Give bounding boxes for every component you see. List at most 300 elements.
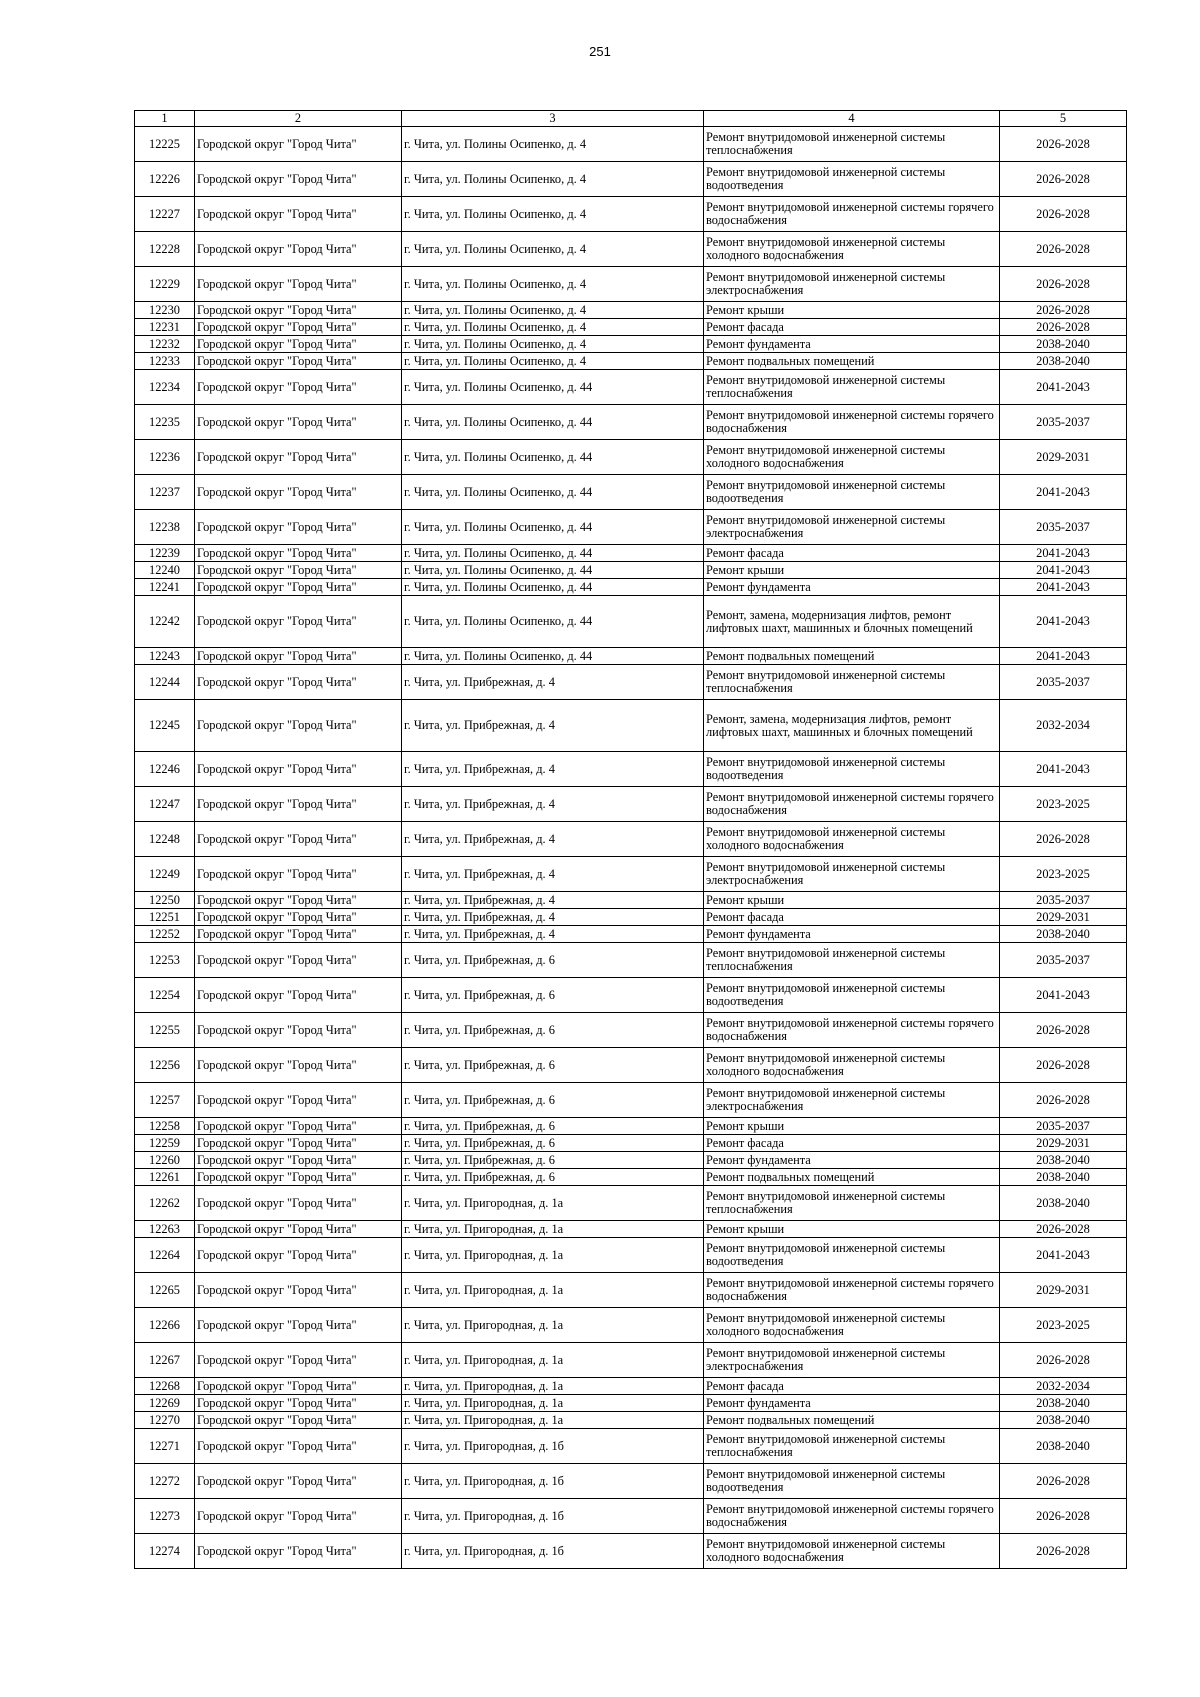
- address-cell: г. Чита, ул. Полины Осипенко, д. 44: [402, 370, 704, 405]
- period-cell: 2023-2025: [1000, 787, 1127, 822]
- work-type-cell: Ремонт внутридомовой инженерной системы холодного водоснабжения: [704, 1048, 1000, 1083]
- table-row: [135, 545, 1127, 562]
- row-number-cell: 12254: [135, 978, 195, 1013]
- table-row: [135, 1412, 1127, 1429]
- period-cell: 2041-2043: [1000, 752, 1127, 787]
- address-cell: г. Чита, ул. Прибрежная, д. 6: [402, 1135, 704, 1152]
- work-type-cell: Ремонт внутридомовой инженерной системы теплоснабжения: [704, 127, 1000, 162]
- work-type-cell: Ремонт фундамента: [704, 336, 1000, 353]
- municipality-cell: Городской округ "Город Чита": [195, 197, 402, 232]
- address-cell: г. Чита, ул. Прибрежная, д. 4: [402, 926, 704, 943]
- municipality-cell: Городской округ "Город Чита": [195, 545, 402, 562]
- table-row: [135, 319, 1127, 336]
- work-type-cell: Ремонт внутридомовой инженерной системы холодного водоснабжения: [704, 1534, 1000, 1569]
- period-cell: 2023-2025: [1000, 1308, 1127, 1343]
- period-cell: 2038-2040: [1000, 353, 1127, 370]
- period-cell: 2026-2028: [1000, 302, 1127, 319]
- municipality-cell: Городской округ "Город Чита": [195, 1499, 402, 1534]
- work-type-cell: Ремонт внутридомовой инженерной системы теплоснабжения: [704, 665, 1000, 700]
- period-cell: 2038-2040: [1000, 1152, 1127, 1169]
- period-cell: 2041-2043: [1000, 596, 1127, 648]
- row-number-cell: 12245: [135, 700, 195, 752]
- row-number-cell: 12274: [135, 1534, 195, 1569]
- period-cell: 2041-2043: [1000, 978, 1127, 1013]
- period-cell: 2038-2040: [1000, 1186, 1127, 1221]
- row-number-cell: 12257: [135, 1083, 195, 1118]
- period-cell: 2035-2037: [1000, 892, 1127, 909]
- work-type-cell: Ремонт фасада: [704, 545, 1000, 562]
- period-cell: 2026-2028: [1000, 1464, 1127, 1499]
- work-type-cell: Ремонт внутридомовой инженерной системы холодного водоснабжения: [704, 232, 1000, 267]
- work-type-cell: Ремонт внутридомовой инженерной системы электроснабжения: [704, 1083, 1000, 1118]
- table-row: [135, 857, 1127, 892]
- table-row: [135, 822, 1127, 857]
- row-number-cell: 12258: [135, 1118, 195, 1135]
- municipality-cell: Городской округ "Город Чита": [195, 1238, 402, 1273]
- period-cell: 2026-2028: [1000, 197, 1127, 232]
- table-row: [135, 1273, 1127, 1308]
- municipality-cell: Городской округ "Город Чита": [195, 1412, 402, 1429]
- work-type-cell: Ремонт фундамента: [704, 926, 1000, 943]
- municipality-cell: Городской округ "Город Чита": [195, 857, 402, 892]
- work-type-cell: Ремонт подвальных помещений: [704, 648, 1000, 665]
- table-row: [135, 943, 1127, 978]
- table-row: [135, 648, 1127, 665]
- address-cell: г. Чита, ул. Полины Осипенко, д. 44: [402, 475, 704, 510]
- table-row: [135, 562, 1127, 579]
- address-cell: г. Чита, ул. Полины Осипенко, д. 4: [402, 319, 704, 336]
- period-cell: 2026-2028: [1000, 822, 1127, 857]
- work-type-cell: Ремонт внутридомовой инженерной системы горячего водоснабжения: [704, 1499, 1000, 1534]
- row-number-cell: 12231: [135, 319, 195, 336]
- address-cell: г. Чита, ул. Прибрежная, д. 4: [402, 892, 704, 909]
- municipality-cell: Городской округ "Город Чита": [195, 232, 402, 267]
- table-row: [135, 1238, 1127, 1273]
- row-number-cell: 12242: [135, 596, 195, 648]
- address-cell: г. Чита, ул. Полины Осипенко, д. 44: [402, 510, 704, 545]
- work-type-cell: Ремонт фасада: [704, 1378, 1000, 1395]
- period-cell: 2029-2031: [1000, 440, 1127, 475]
- municipality-cell: Городской округ "Город Чита": [195, 1534, 402, 1569]
- row-number-cell: 12260: [135, 1152, 195, 1169]
- work-type-cell: Ремонт внутридомовой инженерной системы электроснабжения: [704, 510, 1000, 545]
- address-cell: г. Чита, ул. Прибрежная, д. 4: [402, 857, 704, 892]
- row-number-cell: 12271: [135, 1429, 195, 1464]
- municipality-cell: Городской округ "Город Чита": [195, 1169, 402, 1186]
- period-cell: 2026-2028: [1000, 232, 1127, 267]
- row-number-cell: 12226: [135, 162, 195, 197]
- municipality-cell: Городской округ "Город Чита": [195, 926, 402, 943]
- table-row: [135, 752, 1127, 787]
- period-cell: 2026-2028: [1000, 319, 1127, 336]
- work-type-cell: Ремонт фасада: [704, 909, 1000, 926]
- address-cell: г. Чита, ул. Пригородная, д. 1а: [402, 1186, 704, 1221]
- municipality-cell: Городской округ "Город Чита": [195, 1395, 402, 1412]
- work-type-cell: Ремонт внутридомовой инженерной системы водоотведения: [704, 1238, 1000, 1273]
- table-row: [135, 1118, 1127, 1135]
- table-row: [135, 665, 1127, 700]
- address-cell: г. Чита, ул. Полины Осипенко, д. 4: [402, 127, 704, 162]
- table-row: [135, 267, 1127, 302]
- address-cell: г. Чита, ул. Прибрежная, д. 6: [402, 1013, 704, 1048]
- municipality-cell: Городской округ "Город Чита": [195, 648, 402, 665]
- address-cell: г. Чита, ул. Пригородная, д. 1б: [402, 1499, 704, 1534]
- row-number-cell: 12241: [135, 579, 195, 596]
- row-number-cell: 12255: [135, 1013, 195, 1048]
- table-row: [135, 700, 1127, 752]
- municipality-cell: Городской округ "Город Чита": [195, 370, 402, 405]
- municipality-cell: Городской округ "Город Чита": [195, 1083, 402, 1118]
- work-type-cell: Ремонт внутридомовой инженерной системы горячего водоснабжения: [704, 787, 1000, 822]
- table-row: [135, 978, 1127, 1013]
- table-row: [135, 440, 1127, 475]
- municipality-cell: Городской округ "Город Чита": [195, 579, 402, 596]
- page-number: 251: [589, 44, 611, 59]
- table-body: [135, 127, 1127, 1569]
- work-type-cell: Ремонт внутридомовой инженерной системы холодного водоснабжения: [704, 1308, 1000, 1343]
- table-row: [135, 127, 1127, 162]
- table-row: [135, 1013, 1127, 1048]
- municipality-cell: Городской округ "Город Чита": [195, 405, 402, 440]
- table-row: [135, 232, 1127, 267]
- table-row: [135, 596, 1127, 648]
- column-header-4: 4: [704, 111, 1000, 127]
- row-number-cell: 12272: [135, 1464, 195, 1499]
- address-cell: г. Чита, ул. Прибрежная, д. 6: [402, 978, 704, 1013]
- address-cell: г. Чита, ул. Пригородная, д. 1а: [402, 1273, 704, 1308]
- row-number-cell: 12246: [135, 752, 195, 787]
- address-cell: г. Чита, ул. Прибрежная, д. 4: [402, 822, 704, 857]
- table-header: [135, 111, 1127, 127]
- row-number-cell: 12273: [135, 1499, 195, 1534]
- table-row: [135, 926, 1127, 943]
- period-cell: 2026-2028: [1000, 267, 1127, 302]
- work-type-cell: Ремонт подвальных помещений: [704, 1412, 1000, 1429]
- work-type-cell: Ремонт крыши: [704, 892, 1000, 909]
- work-type-cell: Ремонт внутридомовой инженерной системы горячего водоснабжения: [704, 405, 1000, 440]
- table-row: [135, 370, 1127, 405]
- table-row: [135, 1429, 1127, 1464]
- table-row: [135, 510, 1127, 545]
- work-type-cell: Ремонт фундамента: [704, 1395, 1000, 1412]
- address-cell: г. Чита, ул. Прибрежная, д. 6: [402, 1083, 704, 1118]
- period-cell: 2035-2037: [1000, 405, 1127, 440]
- address-cell: г. Чита, ул. Прибрежная, д. 4: [402, 665, 704, 700]
- municipality-cell: Городской округ "Город Чита": [195, 510, 402, 545]
- row-number-cell: 12233: [135, 353, 195, 370]
- column-header-5: 5: [1000, 111, 1127, 127]
- row-number-cell: 12252: [135, 926, 195, 943]
- address-cell: г. Чита, ул. Прибрежная, д. 4: [402, 700, 704, 752]
- address-cell: г. Чита, ул. Прибрежная, д. 6: [402, 943, 704, 978]
- table-row: [135, 787, 1127, 822]
- municipality-cell: Городской округ "Город Чита": [195, 562, 402, 579]
- address-cell: г. Чита, ул. Прибрежная, д. 4: [402, 909, 704, 926]
- row-number-cell: 12261: [135, 1169, 195, 1186]
- period-cell: 2038-2040: [1000, 1395, 1127, 1412]
- municipality-cell: Городской округ "Город Чита": [195, 787, 402, 822]
- repair-schedule-table: [134, 110, 1127, 1569]
- row-number-cell: 12269: [135, 1395, 195, 1412]
- address-cell: г. Чита, ул. Полины Осипенко, д. 44: [402, 405, 704, 440]
- row-number-cell: 12237: [135, 475, 195, 510]
- work-type-cell: Ремонт фундамента: [704, 1152, 1000, 1169]
- work-type-cell: Ремонт внутридомовой инженерной системы водоотведения: [704, 978, 1000, 1013]
- period-cell: 2026-2028: [1000, 162, 1127, 197]
- municipality-cell: Городской округ "Город Чита": [195, 1135, 402, 1152]
- row-number-cell: 12268: [135, 1378, 195, 1395]
- work-type-cell: Ремонт внутридомовой инженерной системы водоотведения: [704, 752, 1000, 787]
- address-cell: г. Чита, ул. Пригородная, д. 1а: [402, 1238, 704, 1273]
- municipality-cell: Городской округ "Город Чита": [195, 1308, 402, 1343]
- row-number-cell: 12249: [135, 857, 195, 892]
- municipality-cell: Городской округ "Город Чита": [195, 1378, 402, 1395]
- row-number-cell: 12225: [135, 127, 195, 162]
- work-type-cell: Ремонт крыши: [704, 1221, 1000, 1238]
- row-number-cell: 12235: [135, 405, 195, 440]
- column-header-3: 3: [402, 111, 704, 127]
- work-type-cell: Ремонт внутридомовой инженерной системы теплоснабжения: [704, 370, 1000, 405]
- municipality-cell: Городской округ "Город Чита": [195, 267, 402, 302]
- period-cell: 2032-2034: [1000, 700, 1127, 752]
- work-type-cell: Ремонт внутридомовой инженерной системы горячего водоснабжения: [704, 1013, 1000, 1048]
- municipality-cell: Городской округ "Город Чита": [195, 302, 402, 319]
- address-cell: г. Чита, ул. Полины Осипенко, д. 44: [402, 440, 704, 475]
- table-row: [135, 1343, 1127, 1378]
- municipality-cell: Городской округ "Город Чита": [195, 1118, 402, 1135]
- row-number-cell: 12248: [135, 822, 195, 857]
- table-row: [135, 1308, 1127, 1343]
- row-number-cell: 12240: [135, 562, 195, 579]
- work-type-cell: Ремонт, замена, модернизация лифтов, ремонт лифтовых шахт, машинных и блочных помещений: [704, 596, 1000, 648]
- row-number-cell: 12262: [135, 1186, 195, 1221]
- row-number-cell: 12234: [135, 370, 195, 405]
- municipality-cell: Городской округ "Город Чита": [195, 1273, 402, 1308]
- row-number-cell: 12244: [135, 665, 195, 700]
- work-type-cell: Ремонт внутридомовой инженерной системы холодного водоснабжения: [704, 440, 1000, 475]
- work-type-cell: Ремонт фасада: [704, 319, 1000, 336]
- period-cell: 2026-2028: [1000, 1499, 1127, 1534]
- period-cell: 2035-2037: [1000, 510, 1127, 545]
- address-cell: г. Чита, ул. Полины Осипенко, д. 44: [402, 545, 704, 562]
- row-number-cell: 12227: [135, 197, 195, 232]
- municipality-cell: Городской округ "Город Чита": [195, 1429, 402, 1464]
- municipality-cell: Городской округ "Город Чита": [195, 943, 402, 978]
- work-type-cell: Ремонт подвальных помещений: [704, 1169, 1000, 1186]
- address-cell: г. Чита, ул. Полины Осипенко, д. 4: [402, 302, 704, 319]
- municipality-cell: Городской округ "Город Чита": [195, 1013, 402, 1048]
- table-row: [135, 1152, 1127, 1169]
- municipality-cell: Городской округ "Город Чита": [195, 1221, 402, 1238]
- address-cell: г. Чита, ул. Прибрежная, д. 6: [402, 1048, 704, 1083]
- period-cell: 2032-2034: [1000, 1378, 1127, 1395]
- period-cell: 2041-2043: [1000, 475, 1127, 510]
- column-header-1: 1: [135, 111, 195, 127]
- address-cell: г. Чита, ул. Прибрежная, д. 6: [402, 1152, 704, 1169]
- municipality-cell: Городской округ "Город Чита": [195, 440, 402, 475]
- municipality-cell: Городской округ "Город Чита": [195, 127, 402, 162]
- table-row: [135, 1048, 1127, 1083]
- work-type-cell: Ремонт внутридомовой инженерной системы холодного водоснабжения: [704, 822, 1000, 857]
- table-row: [135, 1534, 1127, 1569]
- municipality-cell: Городской округ "Город Чита": [195, 1186, 402, 1221]
- address-cell: г. Чита, ул. Пригородная, д. 1а: [402, 1412, 704, 1429]
- work-type-cell: Ремонт внутридомовой инженерной системы водоотведения: [704, 475, 1000, 510]
- row-number-cell: 12265: [135, 1273, 195, 1308]
- period-cell: 2035-2037: [1000, 943, 1127, 978]
- table-row: [135, 1169, 1127, 1186]
- address-cell: г. Чита, ул. Пригородная, д. 1б: [402, 1429, 704, 1464]
- work-type-cell: Ремонт фасада: [704, 1135, 1000, 1152]
- period-cell: 2026-2028: [1000, 1013, 1127, 1048]
- row-number-cell: 12247: [135, 787, 195, 822]
- work-type-cell: Ремонт внутридомовой инженерной системы горячего водоснабжения: [704, 1273, 1000, 1308]
- address-cell: г. Чита, ул. Полины Осипенко, д. 4: [402, 197, 704, 232]
- table-row: [135, 579, 1127, 596]
- municipality-cell: Городской округ "Город Чита": [195, 596, 402, 648]
- period-cell: 2026-2028: [1000, 1534, 1127, 1569]
- municipality-cell: Городской округ "Город Чита": [195, 909, 402, 926]
- work-type-cell: Ремонт внутридомовой инженерной системы водоотведения: [704, 1464, 1000, 1499]
- address-cell: г. Чита, ул. Прибрежная, д. 6: [402, 1118, 704, 1135]
- address-cell: г. Чита, ул. Пригородная, д. 1а: [402, 1395, 704, 1412]
- period-cell: 2038-2040: [1000, 1429, 1127, 1464]
- table-row: [135, 1221, 1127, 1238]
- row-number-cell: 12238: [135, 510, 195, 545]
- municipality-cell: Городской округ "Город Чита": [195, 752, 402, 787]
- table-row: [135, 1135, 1127, 1152]
- address-cell: г. Чита, ул. Прибрежная, д. 4: [402, 752, 704, 787]
- municipality-cell: Городской округ "Город Чита": [195, 1152, 402, 1169]
- row-number-cell: 12259: [135, 1135, 195, 1152]
- address-cell: г. Чита, ул. Пригородная, д. 1а: [402, 1308, 704, 1343]
- table-row: [135, 302, 1127, 319]
- period-cell: 2029-2031: [1000, 1273, 1127, 1308]
- work-type-cell: Ремонт внутридомовой инженерной системы электроснабжения: [704, 267, 1000, 302]
- table-row: [135, 353, 1127, 370]
- work-type-cell: Ремонт, замена, модернизация лифтов, ремонт лифтовых шахт, машинных и блочных помещений: [704, 700, 1000, 752]
- row-number-cell: 12256: [135, 1048, 195, 1083]
- table-row: [135, 405, 1127, 440]
- table-row: [135, 162, 1127, 197]
- period-cell: 2029-2031: [1000, 1135, 1127, 1152]
- municipality-cell: Городской округ "Город Чита": [195, 162, 402, 197]
- work-type-cell: Ремонт крыши: [704, 562, 1000, 579]
- work-type-cell: Ремонт внутридомовой инженерной системы горячего водоснабжения: [704, 197, 1000, 232]
- address-cell: г. Чита, ул. Пригородная, д. 1а: [402, 1343, 704, 1378]
- period-cell: 2035-2037: [1000, 1118, 1127, 1135]
- municipality-cell: Городской округ "Город Чита": [195, 1464, 402, 1499]
- work-type-cell: Ремонт подвальных помещений: [704, 353, 1000, 370]
- work-type-cell: Ремонт внутридомовой инженерной системы теплоснабжения: [704, 1186, 1000, 1221]
- address-cell: г. Чита, ул. Полины Осипенко, д. 44: [402, 596, 704, 648]
- row-number-cell: 12243: [135, 648, 195, 665]
- municipality-cell: Городской округ "Город Чита": [195, 665, 402, 700]
- address-cell: г. Чита, ул. Пригородная, д. 1б: [402, 1464, 704, 1499]
- period-cell: 2038-2040: [1000, 1169, 1127, 1186]
- table-row: [135, 909, 1127, 926]
- period-cell: 2041-2043: [1000, 648, 1127, 665]
- period-cell: 2038-2040: [1000, 926, 1127, 943]
- municipality-cell: Городской округ "Город Чита": [195, 1048, 402, 1083]
- column-header-2: 2: [195, 111, 402, 127]
- row-number-cell: 12232: [135, 336, 195, 353]
- work-type-cell: Ремонт внутридомовой инженерной системы электроснабжения: [704, 1343, 1000, 1378]
- period-cell: 2041-2043: [1000, 1238, 1127, 1273]
- row-number-cell: 12253: [135, 943, 195, 978]
- period-cell: 2029-2031: [1000, 909, 1127, 926]
- period-cell: 2026-2028: [1000, 1048, 1127, 1083]
- address-cell: г. Чита, ул. Полины Осипенко, д. 44: [402, 648, 704, 665]
- address-cell: г. Чита, ул. Полины Осипенко, д. 4: [402, 336, 704, 353]
- period-cell: 2026-2028: [1000, 1083, 1127, 1118]
- row-number-cell: 12266: [135, 1308, 195, 1343]
- table-row: [135, 892, 1127, 909]
- table-row: [135, 1464, 1127, 1499]
- work-type-cell: Ремонт крыши: [704, 1118, 1000, 1135]
- municipality-cell: Городской округ "Город Чита": [195, 336, 402, 353]
- address-cell: г. Чита, ул. Полины Осипенко, д. 4: [402, 267, 704, 302]
- period-cell: 2041-2043: [1000, 370, 1127, 405]
- municipality-cell: Городской округ "Город Чита": [195, 822, 402, 857]
- address-cell: г. Чита, ул. Пригородная, д. 1а: [402, 1378, 704, 1395]
- address-cell: г. Чита, ул. Полины Осипенко, д. 44: [402, 579, 704, 596]
- work-type-cell: Ремонт внутридомовой инженерной системы теплоснабжения: [704, 943, 1000, 978]
- period-cell: 2038-2040: [1000, 336, 1127, 353]
- row-number-cell: 12270: [135, 1412, 195, 1429]
- address-cell: г. Чита, ул. Полины Осипенко, д. 44: [402, 562, 704, 579]
- row-number-cell: 12263: [135, 1221, 195, 1238]
- table-row: [135, 336, 1127, 353]
- period-cell: 2026-2028: [1000, 1221, 1127, 1238]
- table-row: [135, 197, 1127, 232]
- period-cell: 2023-2025: [1000, 857, 1127, 892]
- municipality-cell: Городской округ "Город Чита": [195, 892, 402, 909]
- table-row: [135, 1083, 1127, 1118]
- row-number-cell: 12251: [135, 909, 195, 926]
- period-cell: 2035-2037: [1000, 665, 1127, 700]
- header-row: [135, 111, 1127, 127]
- municipality-cell: Городской округ "Город Чита": [195, 978, 402, 1013]
- work-type-cell: Ремонт фундамента: [704, 579, 1000, 596]
- municipality-cell: Городской округ "Город Чита": [195, 1343, 402, 1378]
- address-cell: г. Чита, ул. Прибрежная, д. 6: [402, 1169, 704, 1186]
- municipality-cell: Городской округ "Город Чита": [195, 700, 402, 752]
- period-cell: 2026-2028: [1000, 127, 1127, 162]
- table-row: [135, 1378, 1127, 1395]
- table-row: [135, 1186, 1127, 1221]
- table-row: [135, 1499, 1127, 1534]
- row-number-cell: 12228: [135, 232, 195, 267]
- row-number-cell: 12264: [135, 1238, 195, 1273]
- work-type-cell: Ремонт внутридомовой инженерной системы электроснабжения: [704, 857, 1000, 892]
- work-type-cell: Ремонт внутридомовой инженерной системы теплоснабжения: [704, 1429, 1000, 1464]
- address-cell: г. Чита, ул. Прибрежная, д. 4: [402, 787, 704, 822]
- row-number-cell: 12250: [135, 892, 195, 909]
- row-number-cell: 12229: [135, 267, 195, 302]
- municipality-cell: Городской округ "Город Чита": [195, 353, 402, 370]
- address-cell: г. Чита, ул. Полины Осипенко, д. 4: [402, 162, 704, 197]
- municipality-cell: Городской округ "Город Чита": [195, 475, 402, 510]
- table-row: [135, 475, 1127, 510]
- address-cell: г. Чита, ул. Полины Осипенко, д. 4: [402, 353, 704, 370]
- period-cell: 2041-2043: [1000, 562, 1127, 579]
- period-cell: 2041-2043: [1000, 545, 1127, 562]
- row-number-cell: 12267: [135, 1343, 195, 1378]
- work-type-cell: Ремонт внутридомовой инженерной системы водоотведения: [704, 162, 1000, 197]
- address-cell: г. Чита, ул. Полины Осипенко, д. 4: [402, 232, 704, 267]
- work-type-cell: Ремонт крыши: [704, 302, 1000, 319]
